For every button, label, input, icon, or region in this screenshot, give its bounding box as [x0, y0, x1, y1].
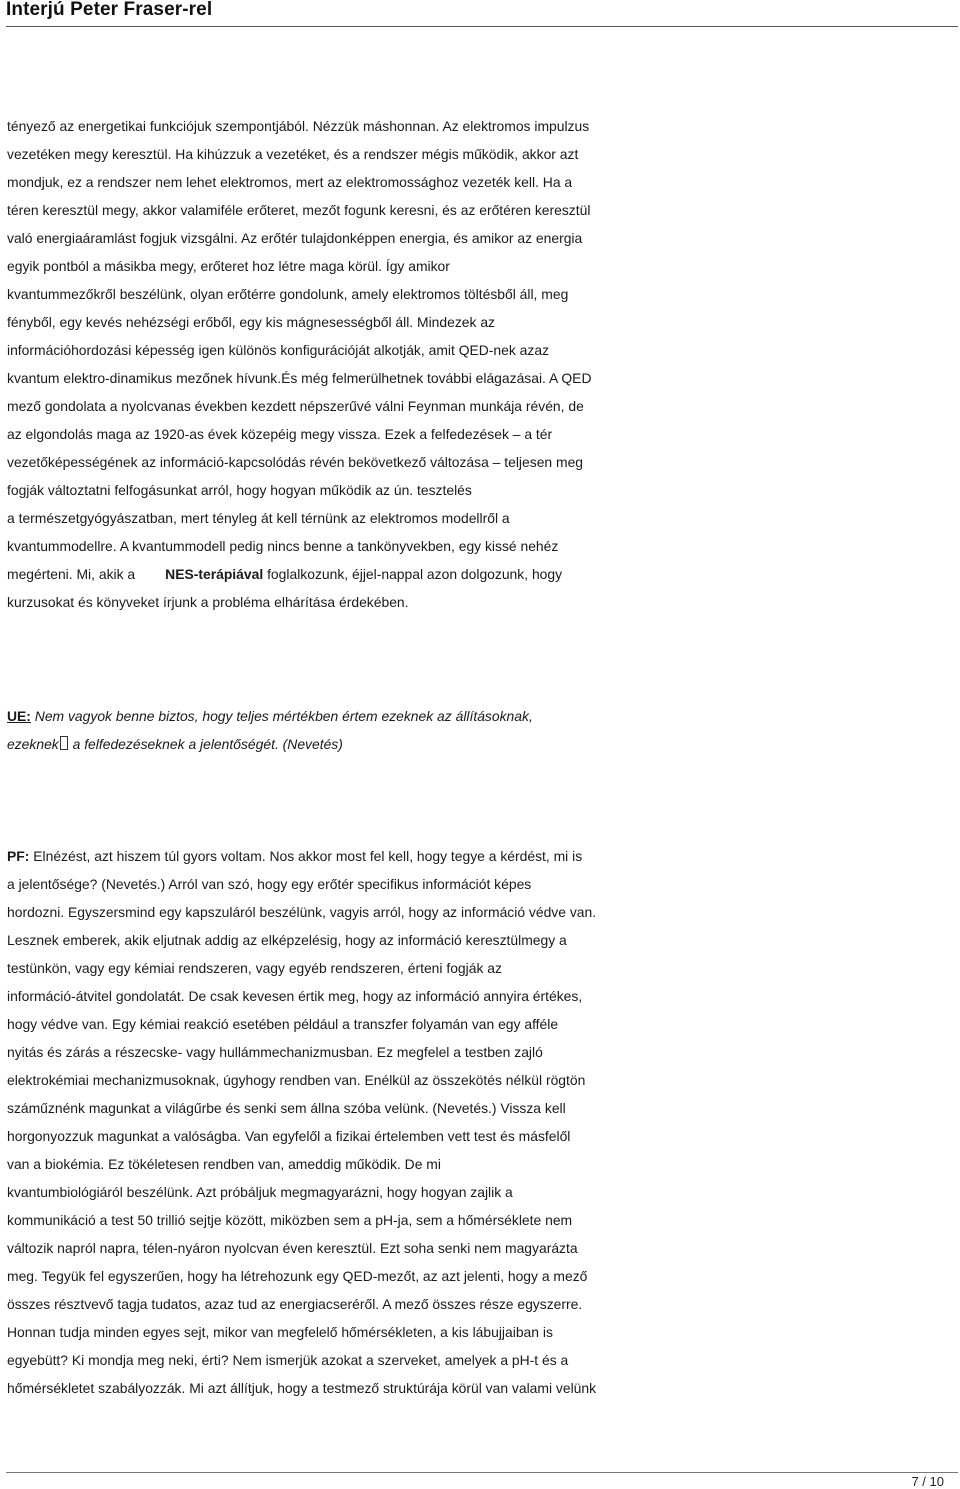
text-line: való energiaáramlást fogjuk vizsgálni. Az erőtér tulajdonképpen energia, és amikor az energia — [7, 230, 583, 246]
text-fragment: foglalkozunk, éjjel-nappal azon dolgozunk, hogy — [267, 566, 563, 582]
text-line: hordozni. Egyszersmind egy kapszuláról beszélünk, vagyis arról, hogy az információ védve van. — [7, 904, 597, 920]
text-line: mondjuk, ez a rendszer nem lehet elektromos, mert az elektromossághoz vezeték kell. Ha a — [7, 174, 573, 190]
text-line: kvantummezőkről beszélünk, olyan erőtérre gondolunk, amely elektromos töltésből áll, meg — [7, 286, 569, 302]
ue-line — [7, 730, 957, 758]
pf-line — [7, 842, 957, 870]
ue-text: ezeknek — [7, 736, 59, 752]
text-line: a természetgyógyászatban, mert tényleg át kell térnünk az elektromos modellről a — [7, 510, 510, 526]
text-line: meg. Tegyük fel egyszerűen, hogy ha létrehozunk egy QED-mezőt, az azt jelenti, hogy a mező — [7, 1268, 588, 1284]
missing-glyph-icon — [60, 736, 68, 750]
text-line: változik napról napra, télen-nyáron nyolcvan éven keresztül. Ezt soha senki nem magyarázta — [7, 1240, 578, 1256]
page-title: Interjú Peter Fraser-rel — [6, 0, 213, 20]
text-line: egyik pontból a másikba megy, erőteret hoz létre maga körül. Így amikor — [7, 258, 450, 274]
text-line: összes résztvevő tagja tudatos, azaz tud az energiacseréről. A mező összes része egyszerre. — [7, 1296, 583, 1312]
speaker-label-pf: PF: — [7, 848, 30, 864]
page-number: 7 / 10 — [911, 1474, 944, 1489]
text-line: egyebütt? Ki mondja meg neki, érti? Nem ismerjük azokat a szerveket, amelyek a pH-t és a — [7, 1352, 569, 1368]
text-line: fényből, egy kevés nehézségi erőből, egy kis mágnesességből áll. Mindezek az — [7, 314, 495, 330]
text-line: kvantummodellre. A kvantummodell pedig nincs benne a tankönyvekben, egy kissé nehéz — [7, 538, 559, 554]
text-line: Honnan tudja minden egyes sejt, mikor van megfelelő hőmérsékleten, a kis lábujjaiban is — [7, 1324, 553, 1340]
ue-line — [7, 702, 957, 730]
text-line: információhordozási képesség igen különös konfigurációját alkotják, amit QED-nek azaz — [7, 342, 550, 358]
footer-divider — [6, 1472, 958, 1473]
text-line: testünkön, vagy egy kémiai rendszeren, vagy egyéb rendszeren, érteni fogják az — [7, 960, 502, 976]
text-line: tényező az energetikai funkciójuk szempontjából. Nézzük máshonnan. Az elektromos impulzus — [7, 118, 590, 134]
text-line: hőmérsékletet szabályozzák. Mi azt állítjuk, hogy a testmező struktúrája körül van valami velünk — [7, 1380, 597, 1396]
text-line: Lesznek emberek, akik eljutnak addig az elképzelésig, hogy az információ keresztülmegy a — [7, 932, 567, 948]
speaker-label-ue: UE: — [7, 708, 31, 724]
ue-text: Nem vagyok benne biztos, hogy teljes mértékben értem ezeknek az állításoknak, — [34, 708, 533, 724]
text-line: mező gondolata a nyolcvanas években kezdett népszerűvé válni Feynman munkája révén, de — [7, 398, 584, 414]
text-line: nyitás és zárás a részecske- vagy hullámmechanizmusban. Ez megfelel a testben zajló — [7, 1044, 543, 1060]
text-line: hogy védve van. Egy kémiai reakció esetében például a transzfer folyamán van egy afféle — [7, 1016, 559, 1032]
text-line: horgonyozzuk magunkat a valóságba. Van egyfelől a fizikai értelemben vett test és másfelől — [7, 1128, 571, 1144]
text-line: vezetéken megy keresztül. Ha kihúzzuk a vezetéket, és a rendszer mégis működik, akkor azt — [7, 146, 579, 162]
text-line-with-link — [7, 560, 957, 588]
pf-text: Elnézést, azt hiszem túl gyors voltam. Nos akkor most fel kell, hogy tegye a kérdést, mi is — [33, 848, 583, 864]
text-line: van a biokémia. Ez tökéletesen rendben van, ameddig működik. De mi — [7, 1156, 441, 1172]
text-line: az elgondolás maga az 1920-as évek közepéig megy vissza. Ezek a felfedezések – a tér — [7, 426, 553, 442]
text-fragment: megérteni. Mi, akik a — [7, 566, 136, 582]
paragraph-main — [7, 112, 957, 616]
ue-text: a felfedezéseknek a jelentőségét. (Nevetés) — [72, 736, 343, 752]
text-line: elektrokémiai mechanizmusoknak, úgyhogy rendben van. Enélkül az összekötés nélkül rögtön — [7, 1072, 586, 1088]
page-header — [6, 0, 958, 27]
ue-question — [7, 702, 957, 758]
text-line: kvantum elektro-dinamikus mezőnek hívunk.És még felmerülhetnek további elágazásai. A QED — [7, 370, 592, 386]
nes-therapy-link[interactable]: NES-terápiával — [165, 566, 264, 582]
text-line: a jelentősége? (Nevetés.) Arról van szó, hogy egy erőtér specifikus információt képes — [7, 876, 532, 892]
text-line: száműznénk magunkat a világűrbe és senki sem állna szóba velünk. (Nevetés.) Vissza kell — [7, 1100, 566, 1116]
text-line: kommunikáció a test 50 trillió sejtje között, miközben sem a pH-ja, sem a hőmérséklete nem — [7, 1212, 573, 1228]
text-line: információ-átvitel gondolatát. De csak kevesen értik meg, hogy az információ annyira értékes, — [7, 988, 583, 1004]
text-line: téren keresztül megy, akkor valamiféle erőteret, mezőt fogunk keresni, és az erőtéren keresztül — [7, 202, 591, 218]
pf-answer — [7, 842, 957, 1402]
text-line: fogják változtatni felfogásunkat arról, hogy hogyan működik az ún. tesztelés — [7, 482, 472, 498]
text-line: vezetőképességének az információ-kapcsolódás révén bekövetkező változása – teljesen meg — [7, 454, 584, 470]
text-line: kvantumbiológiáról beszélünk. Azt próbáljuk megmagyarázni, hogy hogyan zajlik a — [7, 1184, 513, 1200]
text-line: kurzusokat és könyveket írjunk a probléma elhárítása érdekében. — [7, 594, 409, 610]
